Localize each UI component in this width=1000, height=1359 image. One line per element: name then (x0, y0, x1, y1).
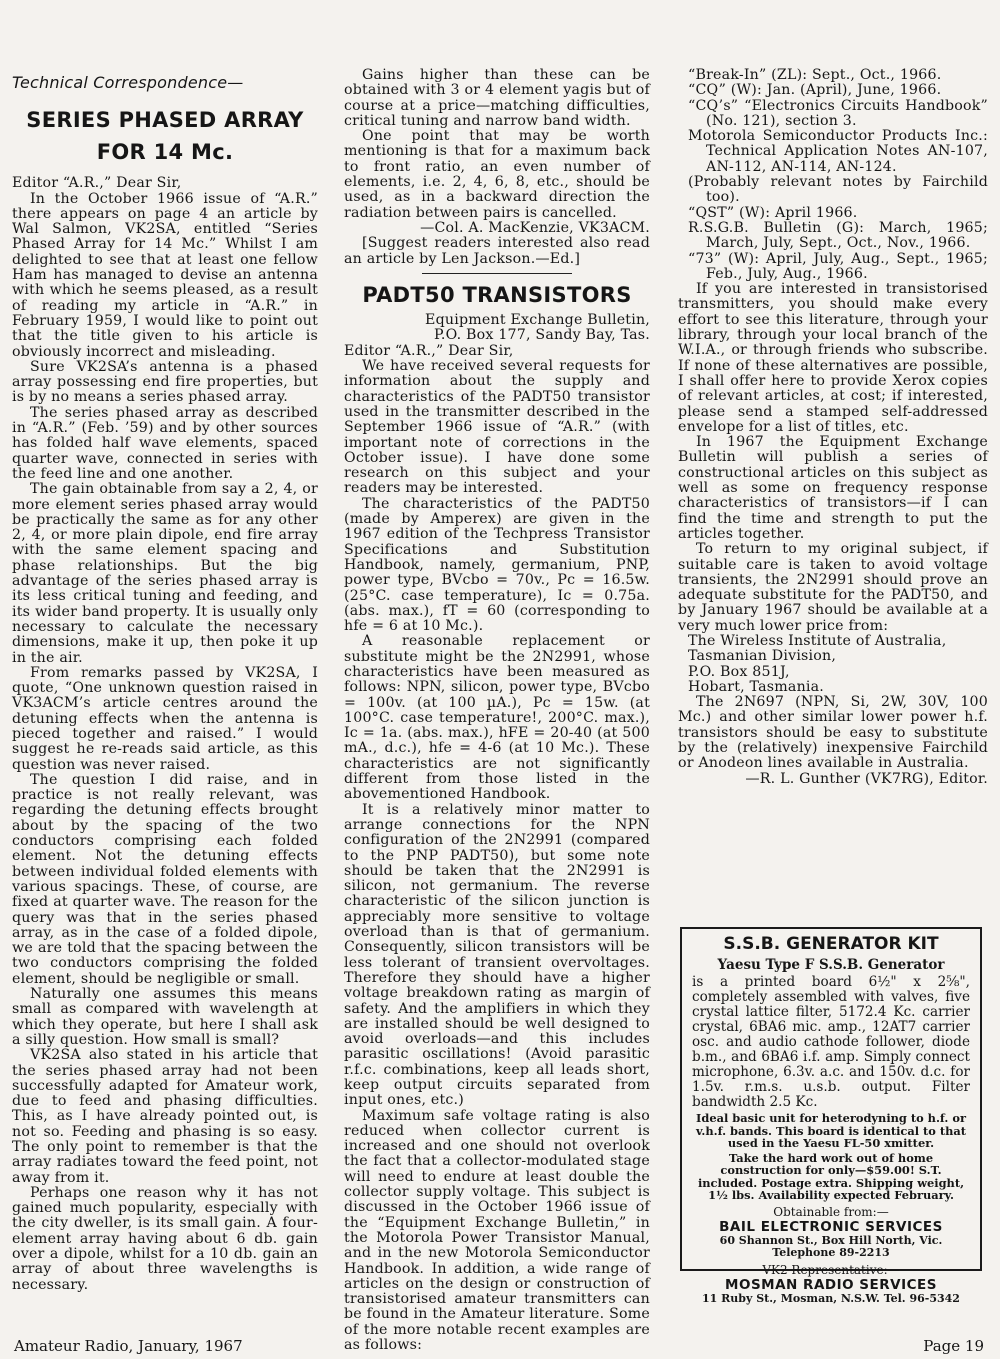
article-2-paragraph: The 2N697 (NPN, Si, 2W, 30V, 100 Mc.) and other similar lower power h.f. transistors should be easy to substitute by the (relatively) inexpensive Fairchild or Anodeon lines available in Australia. (678, 694, 988, 772)
column-1 (12, 68, 318, 1293)
column-3 (678, 68, 988, 787)
article-1-paragraph: One point that may be worth mentioning is that for a maximum back to front ratio, an even number of elements, i.e. 2, 4, 6, 8, etc., should be used, as in a backward direction the radiation between pairs is cancelled. (344, 128, 650, 221)
reference-item: “73” (W): April, July, Aug., Sept., 1965; Feb., July, Aug., 1966. (688, 250, 988, 282)
article-1-salutation: Editor “A.R.,” Dear Sir, (12, 175, 182, 192)
article-2-signature: —R. L. Gunther (VK7RG), Editor. (745, 770, 988, 787)
reference-item: “Break-In” (ZL): Sept., Oct., 1966. (688, 67, 942, 83)
article-2-title: PADT50 TRANSISTORS (362, 282, 632, 307)
article-2-paragraph: In 1967 the Equipment Exchange Bulletin will publish a series of constructional articles on this subject as well as some on frequency response characteristics of transistors—if I can find the time and strength to put the articles together. (678, 434, 988, 542)
article-1-signature: —Col. A. MacKenzie, VK3ACM. (420, 219, 650, 236)
article-2-paragraph: To return to my original subject, if suitable care is taken to avoid voltage transients, the 2N2991 should prove an adequate substitute for the PADT50, and by January 1967 should be available at a very much lower price from: (678, 541, 988, 634)
article-1-paragraph: From remarks passed by VK2SA, I quote, “One unknown question raised in VK3ACM’s article centres around the detuning effects when the antenna is pieced together and raised.” I would suggest he re-reads said article, as this question was never raised. (12, 664, 318, 773)
divider (422, 273, 572, 274)
article-1-title-line-1: SERIES PHASED ARRAY (26, 108, 304, 133)
ad-obtainable: Obtainable from:— (773, 1204, 889, 1219)
reference-item: “CQ” (W): Jan. (April), June, 1966. (688, 82, 942, 99)
article-1-paragraph: Sure VK2SA’s antenna is a phased array possessing end fire properties, but is by no means a series phased array. (12, 358, 318, 406)
article-2-salutation: Editor “A.R.,” Dear Sir, (344, 342, 514, 359)
ad-title: S.S.B. GENERATOR KIT (723, 934, 939, 954)
article-2-address-line: Equipment Exchange Bulletin, (425, 312, 650, 329)
article-1-paragraph: VK2SA also stated in his article that the series phased array had not been successfully adapted for Amateur work, due to feed and phasing difficulties. This, as I have already pointed out, is not so. Feeding and phasing is so easy. The only point to remember is that the array radiates toward the feed point, not away from it. (12, 1047, 318, 1186)
article-1-paragraph: Perhaps one reason why it has not gained much popularity, especially with the city dweller, is its small gain. A four-element array having about 6 db. gain over a dipole, whilst for a 10 db. gain an array of about three wavelengths is necessary. (12, 1184, 318, 1293)
supplier-line: The Wireless Institute of Australia, (688, 632, 947, 649)
article-2-paragraph: It is a relatively minor matter to arrange connections for the NPN configuration of the 2N2991 (compared to the PNP PADT50), but some note should be taken that the 2N2991 is silicon, not germanium. The reverse characteristic of the silicon junction is appreciably more sensitive to voltage overload than is that of germanium. Consequently, silicon transistors will be less tolerant of transient overvoltages. Therefore they should have a higher voltage breakdown rating as margin of safety. And the amplifiers in which they are installed should be well designed to avoid overloads—and this includes parasitic oscillations! (Avoid parasitic r.f.c. combinations, keep all leads short, keep output circuits separated from input ones, etc.) (344, 801, 650, 1109)
ad-address: 11 Ruby St., Mosman, N.S.W. Tel. 96-5342 (702, 1291, 960, 1305)
supplier-line: P.O. Box 851J, (688, 663, 790, 680)
article-1-title-line-2: FOR 14 Mc. (96, 140, 234, 165)
advertisement-box (680, 927, 982, 1305)
reference-item: “CQ’s” “Electronics Circuits Handbook” (No. 121), section 3. (688, 97, 988, 129)
ad-note: Take the hard work out of home construction for only—$59.00! S.T. included. Postage extra. Shipping weight, 1½ lbs. Availability expected February. (697, 1150, 965, 1202)
ad-company: MOSMAN RADIO SERVICES (725, 1276, 937, 1293)
ad-subtitle: Yaesu Type F S.S.B. Generator (717, 957, 945, 973)
article-2-paragraph: The characteristics of the PADT50 (made by Amperex) are given in the 1967 edition of the Techpress Transistor Specifications and Substitution Handbook, namely, germanium, PNP, power type, BVcbo = 70v., Pc = 16.5w. (25°C. case temperature), Ic = 0.75a. (abs. max.), fT = 60 (corresponding to hfe = 6 at 10 Mc.). (344, 495, 650, 635)
reference-item: (Probably relevant notes by Fairchild too). (688, 174, 988, 206)
ad-address: 60 Shannon St., Box Hill North, Vic. (719, 1233, 943, 1247)
ad-company: BAIL ELECTRONIC SERVICES (719, 1218, 943, 1235)
article-1-paragraph: The series phased array as described in “A.R.” (Feb. ’59) and by other sources has folded half wave elements, spaced quarter wave, connected in series with the feed line and one another. (12, 404, 318, 482)
article-2-address-line: P.O. Box 177, Sandy Bay, Tas. (434, 327, 650, 344)
page-number: Page 19 (923, 1337, 984, 1355)
article-1-paragraph: In the October 1966 issue of “A.R.” there appears on page 4 an article by Wal Salmon, VK2SA, entitled “Series Phased Array for 14 Mc.” Whilst I am delighted to see that at least one fellow Ham has managed to devise an antenna with which he seems pleased, as a result of reading my article in “A.R.” in February 1959, I would like to point out that the title given to his article is obviously incorrect and misleading. (12, 190, 318, 360)
reference-item: R.S.G.B. Bulletin (G): March, 1965; March, July, Sept., Oct., Nov., 1966. (688, 219, 988, 252)
footer-publication: Amateur Radio, January, 1967 (14, 1337, 243, 1355)
supplier-line: Tasmanian Division, (688, 648, 837, 665)
article-1-title (12, 104, 318, 168)
supplier-line: Hobart, Tasmania. (688, 678, 825, 695)
reference-item: Motorola Semiconductor Products Inc.: Technical Application Notes AN-107, AN-112, AN-114, AN-124. (688, 128, 988, 175)
article-1-paragraph: The question I did raise, and in practice is not really relevant, was regarding the detuning effects brought about by the spacing of the two conductors comprising each folded element. Not the detuning effects between individual folded elements with various spacings. These, of course, are fixed at quarter wave. The reason for the query was that in the series phased array, as in the case of a folded dipole, we are told that the spacing between the two conductors comprising the folded element, should be negligible or small. (12, 771, 318, 987)
article-2-paragraph: If you are interested in transistorised transmitters, you should make every effort to see this literature, through your library, through your local branch of the W.I.A., or through friends who subscribe. If none of these alternatives are possible, I shall offer here to provide Xerox copies of relevant articles, at cost; if interested, please send a stamped self-addressed envelope for a list of titles, etc. (678, 281, 988, 435)
article-2-paragraph: Maximum safe voltage rating is also reduced when collector current is increased and one should not overlook the fact that a collector-modulated stage will need to endure at least double the collector supply voltage. This subject is discussed in the October 1966 issue of the “Equipment Exchange Bulletin,” in the Motorola Power Transistor Manual, and in the new Motorola Semiconductor Handbook. In addition, a wide range of articles on the design or construction of transistorised amateur transmitters can be found in the Amateur literature. Some of the more notable recent examples are as follows: (344, 1107, 650, 1354)
editor-note: [Suggest readers interested also read an article by Len Jackson.—Ed.] (344, 235, 650, 267)
article-1-paragraph: Naturally one assumes this means small as compared with wavelength at which they operate, but here I shall ask a silly question. How small is small? (12, 986, 318, 1048)
ad-phone: Telephone 89-2213 (772, 1246, 890, 1259)
section-kicker: Technical Correspondence— (12, 73, 244, 92)
ad-body: is a printed board 6½" x 2⅝", completely assembled with valves, five crystal lattice filter, 5172.4 Kc. carrier crystal, 6BA6 mic. amp., 12AT7 carrier osc. and audio cathode follower, diode b.m., and 6BA6 i.f. amp. Simply connect microphone, 6.3v. a.c. and 150v. d.c. for 1.5v. r.m.s. u.s.b. output. Filter bandwidth 2.5 Kc. (692, 974, 970, 1110)
article-1-paragraph: The gain obtainable from say a 2, 4, or more element series phased array would be practically the same as for any other 2, 4, or more plain dipole, end fire array with the same element spacing and phase relationships. But the big advantage of the series phased array is its less critical tuning and feeding, and its wider band property. It is usually only necessary to calculate the necessary dimensions, make it up, then poke it up in the air. (12, 481, 318, 666)
article-2-paragraph: A reasonable replacement or substitute might be the 2N2991, whose characteristics have been measured as follows: NPN, silicon, power type, BVcbo = 100v. (at 100 µA.), Pc = 15w. (at 100°C. case temperature!, 200°C. max.), Ic = 1a. (abs. max.), hFE = 20-40 (at 500 mA., d.c.), hfe = 4-6 (at 10 Mc.). These characteristics are not significantly different from those listed in the abovementioned Handbook. (344, 633, 650, 803)
article-2-paragraph: We have received several requests for information about the supply and characteristics of the PADT50 transistor used in the transmitter described in the September 1966 issue of “A.R.” (with important note of corrections in the October issue). I have done some research on this subject and your readers may be interested. (344, 358, 650, 497)
ad-representative: VK2 Representative:— (762, 1262, 900, 1277)
reference-item: “QST” (W): April 1966. (688, 204, 858, 221)
column-2 (344, 68, 650, 1353)
ad-note: Ideal basic unit for heterodyning to h.f. or v.h.f. bands. This board is identical to that used in the Yaesu FL-50 xmitter. (695, 1111, 967, 1150)
article-1-paragraph: Gains higher than these can be obtained with 3 or 4 element yagis but of course at a price—matching difficulties, critical tuning and narrow band width. (344, 67, 650, 129)
